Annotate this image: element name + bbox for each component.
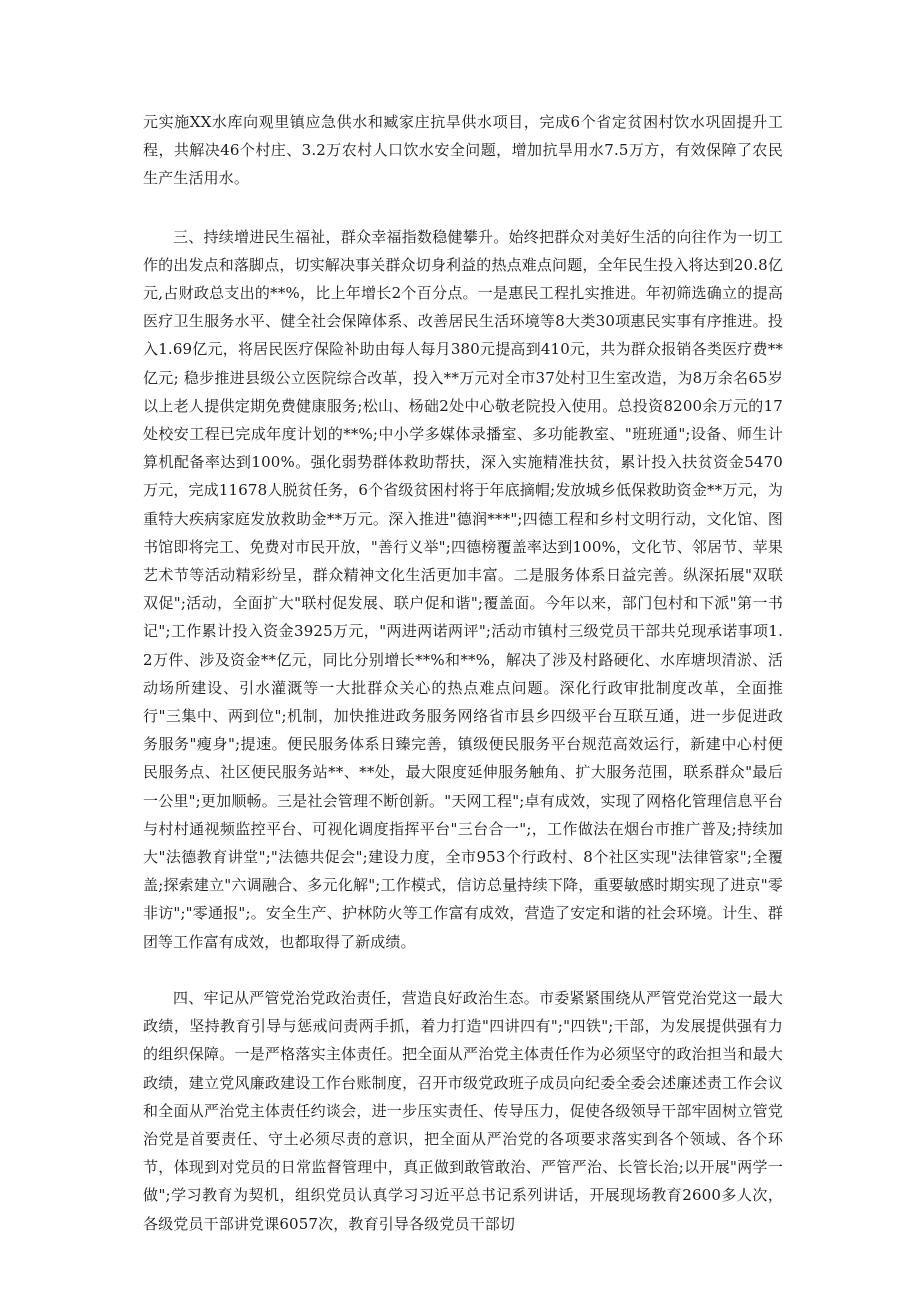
paragraph-livelihood: 三、持续增进民生福祉，群众幸福指数稳健攀升。始终把群众对美好生活的向往作为一切工作的出发点和落脚点，切实解决事关群众切身利益的热点难点问题，全年民生投入将达到20.8亿元,占财政总支出的**%，比上年增长2个百分点。一是惠民工程扎实推进。年初筛选确立的提高医疗卫生服务水平、健全社会保障体系、改善居民生活环境等8大类30项惠民实事有序推进。投入1.69亿元，将居民医疗保险补助由每人每月380元提高到410元，共为群众报销各类医疗费**亿元; 稳步推进县级公立医院综合改革，投入**万元对全市37处村卫生室改造，为8万余名65岁以上老人提供定期免费健康服务;松山、杨础2处中心敬老院投入使用。总投资8200余万元的17处校安工程已完成年度计划的**%;中小学多媒体录播室、多功能教室、"班班通";设备、师生计算机配备率达到100%。强化弱势群体救助帮扶，深入实施精准扶贫，累计投入扶贫资金5470万元，完成11678人脱贫任务，6个省级贫困村将于年底摘帽;发放城乡低保救助资金**万元，为重特大疾病家庭发放救助金**万元。深入推进"德润***";四德工程和乡村文明行动，文化馆、图书馆即将完工、免费对市民开放，"善行义举";四德榜覆盖率达到100%，文化节、邻居节、苹果艺术节等活动精彩纷呈，群众精神文化生活更加丰富。二是服务体系日益完善。纵深拓展"双联双促";活动，全面扩大"联村促发展、联户促和谐";覆盖面。今年以来，部门包村和下派"第一书记";工作累计投入资金3925万元，"两进两诺两评";活动市镇村三级党员干部共兑现承诺事项1.2万件、涉及资金**亿元，同比分别增长**%和**%，解决了涉及村路硬化、水库塘坝清淤、活动场所建设、引水灌溉等一大批群众关心的热点难点问题。深化行政审批制度改革，全面推行"三集中、两到位";机制，加快推进政务服务网络省市县乡四级平台互联互通，进一步促进政务服务"瘦身";提速。便民服务体系日臻完善，镇级便民服务平台规范高效运行，新建中心村便民服务点、社区便民服务站**、**处，最大限度延伸服务触角、扩大服务范围，联系群众"最后一公里";更加顺畅。三是社会管理不断创新。"天网工程";卓有成效，实现了网格化管理信息平台与村村通视频监控平台、可视化调度指挥平台"三台合一";，工作做法在烟台市推广普及;持续加大"法德教育讲堂";"法德共促会";建设力度，全市953个行政村、8个社区实现"法律管家";全覆盖;探索建立"六调融合、多元化解";工作模式，信访总量持续下降，重要敏感时期实现了进京"零非访";"零通报";。安全生产、护林防火等工作富有成效，营造了安定和谐的社会环境。计生、群团等工作富有成效，也都取得了新成绩。 <box>143 227 784 951</box>
paragraph-party-governance: 四、牢记从严管党治党政治责任，营造良好政治生态。市委紧紧围绕从严管党治党这一最大政绩，坚持教育引导与惩戒问责两手抓，着力打造"四讲四有";"四铁";干部，为发展提供强有力的组织保障。一是严格落实主体责任。把全面从严治党主体责任作为必须坚守的政治担当和最大政绩，建立党风廉政建设工作台账制度，召开市级党政班子成员向纪委全委会述廉述责工作会议和全面从严治党主体责任约谈会，进一步压实责任、传导压力，促使各级领导干部牢固树立管党治党是首要责任、守土必须尽责的意识，把全面从严治党的各项要求落实到各个领域、各个环节，体现到对党员的日常监督管理中，真正做到敢管敢治、严管严治、长管长治;以开展"两学一做";学习教育为契机，组织党员认真学习习近平总书记系列讲话，开展现场教育2600多人次，各级党员干部讲党课6057次，教育引导各级党员干部切 <box>143 988 783 1233</box>
document-page <box>143 108 783 1238</box>
paragraph-water-supply: 元实施XX水库向观里镇应急供水和臧家庄抗旱供水项目，完成6个省定贫困村饮水巩固提升工程，共解决46个村庄、3.2万农村人口饮水安全问题，增加抗旱用水7.5万方，有效保障了农民生产生活用水。 <box>143 113 783 188</box>
